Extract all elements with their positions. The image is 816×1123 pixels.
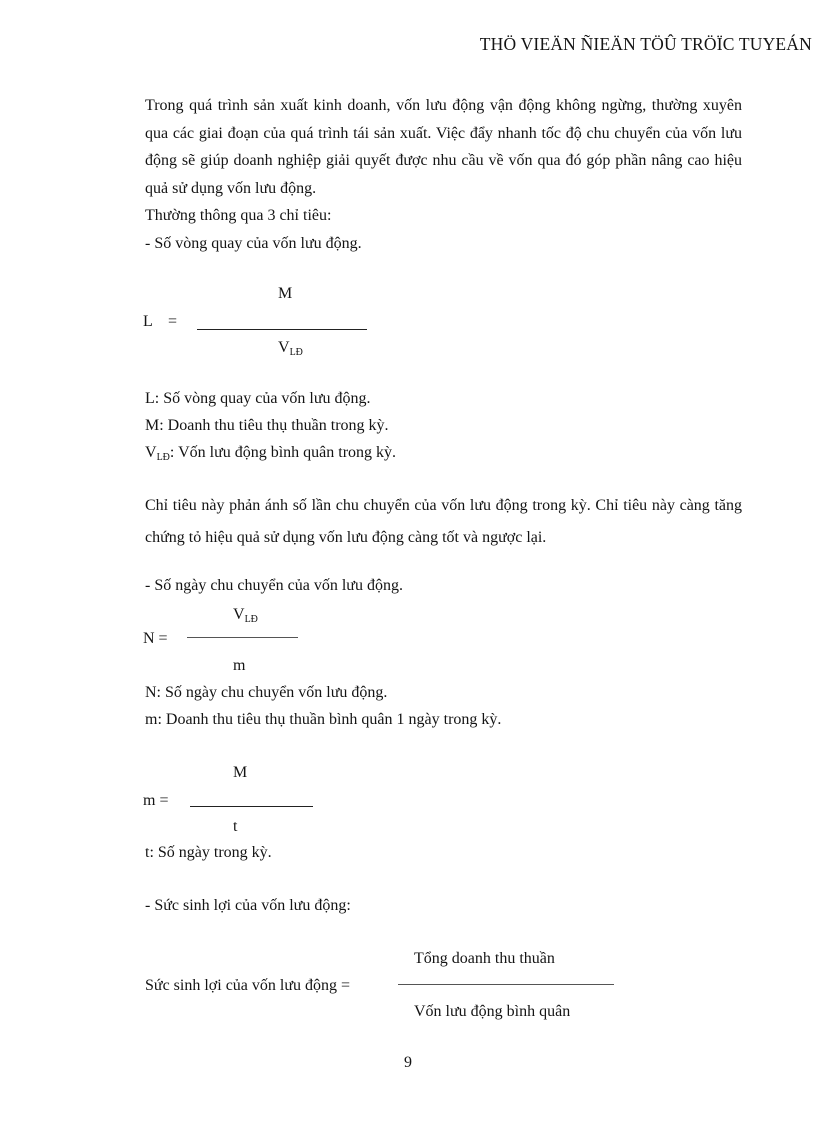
item2-title: - Số ngày chu chuyển của vốn lưu động. — [145, 577, 403, 594]
formula-profit-lhs: Sức sinh lợi của vốn lưu động = — [145, 977, 351, 994]
formula-l-denominator — [278, 339, 303, 358]
formula-l-fraction-bar — [197, 329, 367, 330]
formula-n-fraction-bar — [187, 637, 298, 638]
criteria-line: Thường thông qua 3 chỉ tiêu: — [145, 207, 332, 224]
formula-n-numerator-main: V — [233, 606, 245, 623]
formula-l-denominator-main: V — [278, 339, 290, 356]
page-number: 9 — [404, 1054, 412, 1071]
def-vld — [145, 444, 396, 463]
formula-m-lhs: m = — [143, 792, 169, 809]
item1-title: - Số vòng quay của vốn lưu động. — [145, 234, 362, 252]
item3-title: - Sức sinh lợi của vốn lưu động: — [145, 897, 351, 914]
formula-n-numerator — [233, 606, 258, 625]
def-t: t: Số ngày trong kỳ. — [145, 844, 272, 861]
def-vld-sub: LĐ — [156, 452, 170, 463]
formula-l-numerator: M — [278, 285, 293, 302]
formula-n-lhs: N = — [143, 630, 168, 647]
formula-n-numerator-sub: LĐ — [244, 614, 258, 625]
formula-profit-numerator: Tổng doanh thu thuần — [414, 950, 555, 967]
formula-m-numerator: M — [233, 764, 248, 781]
formula-l-denominator-sub: LĐ — [289, 347, 303, 358]
formula-profit-fraction-bar — [398, 984, 614, 985]
def-vld-main: V — [145, 444, 157, 461]
def-vld-rest: : Vốn lưu động bình quân trong kỳ. — [169, 444, 397, 461]
def-m-daily: m: Doanh thu tiêu thụ thuần bình quân 1 ngày trong kỳ. — [145, 711, 502, 728]
def-l: L: Số vòng quay của vốn lưu động. — [145, 390, 371, 407]
running-header: THÖ VIEÄN ÑIEÄN TÖÛ TRÖÏC TUYEÁN — [479, 34, 812, 54]
formula-l-lhs: L — [143, 313, 153, 330]
def-n: N: Số ngày chu chuyển vốn lưu động. — [145, 684, 388, 701]
explanation-paragraph: Chỉ tiêu này phản ánh số lần chu chuyển của vốn lưu động trong kỳ. Chỉ tiêu này càng tăng chứng tỏ hiệu quả sử dụng vốn lưu động càng tốt và ngược lại. — [145, 497, 742, 546]
intro-text: Trong quá trình sản xuất kinh doanh, vốn lưu động vận động không ngừng, thường xuyên qua các giai đoạn của quá trình tái sản xuất. Việc đẩy nhanh tốc độ chu chuyển của vốn lưu động sẽ giúp doanh nghiệp giải quyết được nhu cầu về vốn qua đó góp phần nâng cao hiệu quả sử dụng vốn lưu động. — [145, 97, 742, 197]
formula-profit-denominator: Vốn lưu động bình quân — [414, 1003, 571, 1020]
formula-m-denominator: t — [233, 818, 238, 835]
formula-m-fraction-bar — [190, 806, 313, 807]
def-m: M: Doanh thu tiêu thụ thuần trong kỳ. — [145, 417, 389, 434]
formula-l-equals: = — [168, 313, 178, 330]
intro-paragraph — [145, 92, 742, 257]
formula-n-denominator: m — [233, 657, 246, 674]
